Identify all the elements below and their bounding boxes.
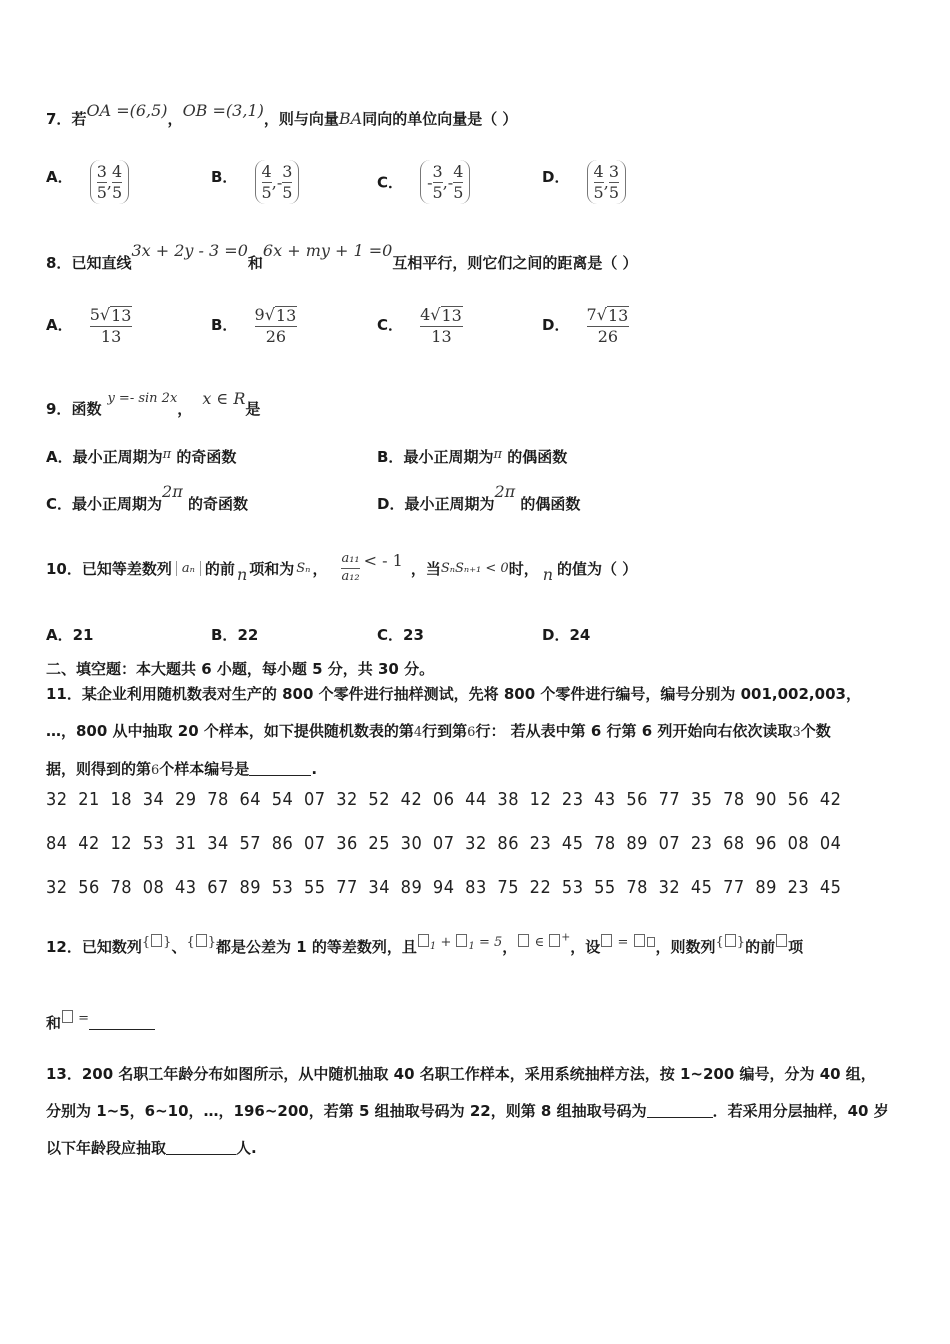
denominator: 13 — [431, 326, 452, 346]
sequence-c: { } — [715, 935, 746, 950]
question-text: 同向的单位向量是（ ） — [362, 110, 518, 128]
question-10 — [46, 538, 637, 598]
fraction — [433, 163, 443, 201]
fraction — [594, 163, 604, 201]
question-text: 的前 — [204, 559, 235, 578]
coefficient: 7 — [586, 305, 597, 324]
numerator: 5 √ 13 — [89, 305, 132, 325]
question-text: 和 — [46, 1014, 62, 1032]
question-text: 都是公差为 1 的等差数列，且 — [216, 938, 417, 956]
comma: ， — [177, 400, 193, 418]
answer-blank[interactable] — [89, 1015, 155, 1030]
option-7a — [46, 160, 129, 204]
question-12-line-1 — [46, 930, 804, 958]
question-number: 10． — [46, 559, 82, 578]
radicand: 13 — [275, 306, 297, 325]
question-text: 个数 — [800, 722, 831, 740]
denominator: 26 — [265, 326, 287, 346]
question-text: 200 名职工年龄分布如图所示，从中随机抽取 40 名职工作样本，采用系统抽样方法，按 1~200 编号，分为 40 组， — [81, 1065, 876, 1083]
question-number: 13． — [46, 1065, 82, 1083]
sequence-a: { } — [141, 935, 172, 950]
comma: ， — [312, 559, 328, 578]
numerator: 4 — [453, 161, 464, 181]
inequality: < - 1 — [363, 550, 403, 570]
question-text: 某企业利用随机数表对生产的 800 个零件进行抽样测试，先将 800 个零件进行编号，编号分别为 001,002,003， — [81, 685, 861, 703]
separator: 、 — [171, 938, 187, 956]
question-text: 行： 若从表中第 6 行第 6 列开始向右依次读取 — [475, 722, 793, 740]
question-text: 的前 — [745, 938, 776, 956]
variable-n: n — [236, 564, 248, 584]
period-value: 2π — [494, 482, 516, 501]
question-text: . — [311, 760, 318, 778]
coefficient: 4 — [420, 305, 431, 324]
option-label: D． — [377, 495, 405, 513]
option-10c — [377, 624, 424, 645]
option-label: C． — [377, 316, 404, 335]
question-text: 人. — [236, 1139, 257, 1157]
option-7c — [377, 160, 470, 204]
numerator: a₁₁ — [341, 551, 360, 567]
sum-symbol — [61, 1011, 89, 1026]
denominator: 5 — [261, 182, 272, 202]
option-8d — [542, 306, 629, 345]
question-text: 已知数列 — [81, 938, 142, 956]
option-text: 的奇函数 — [187, 495, 248, 513]
option-label: C． — [46, 495, 73, 513]
period-value: π — [162, 447, 172, 462]
denominator: 5 — [96, 182, 107, 202]
question-text: 已知直线 — [71, 254, 132, 272]
option-label: C． — [377, 626, 404, 644]
sign: - — [427, 172, 433, 192]
question-text: ，则数列 — [655, 938, 716, 956]
option-9a — [46, 446, 236, 467]
question-13-line-2 — [46, 1100, 889, 1121]
question-text: 项和为 — [249, 559, 295, 578]
denominator: 5 — [593, 182, 604, 202]
question-text: ，设 — [570, 938, 601, 956]
sequence-symbol: aₙ — [176, 561, 201, 576]
denominator: 26 — [597, 326, 619, 346]
denominator: 5 — [111, 182, 123, 202]
option-label: A． — [46, 626, 73, 644]
answer-blank[interactable] — [166, 1140, 236, 1155]
ratio-fraction — [341, 552, 359, 584]
question-text: 和 — [247, 254, 263, 272]
option-9c — [46, 482, 248, 514]
option-label: C． — [377, 173, 404, 192]
vector-ob: OB =(3,1) — [182, 101, 264, 120]
variable-n: n — [542, 564, 554, 584]
option-value — [255, 306, 298, 345]
membership: ∈ + — [517, 935, 570, 950]
question-number: 8． — [46, 254, 72, 272]
fraction — [282, 163, 292, 201]
numerator: 9 √ 13 — [254, 305, 297, 325]
question-11-line-3 — [46, 758, 317, 779]
option-label: B． — [211, 168, 238, 186]
option-label: A． — [46, 168, 73, 186]
question-number: 9． — [46, 400, 72, 418]
fraction — [112, 163, 122, 201]
question-13-line-1 — [46, 1063, 876, 1084]
question-text: 是 — [245, 400, 261, 418]
fraction — [262, 163, 272, 201]
equals: = — [617, 935, 629, 950]
denominator: 5 — [432, 182, 443, 202]
option-text: 最小正周期为 — [403, 448, 494, 466]
option-label: A． — [46, 448, 73, 466]
question-text: 的值为（ ） — [557, 559, 638, 578]
option-text: 最小正周期为 — [72, 448, 163, 466]
random-table-row: 32 56 78 08 43 67 89 53 55 77 34 89 94 83 75 22 53 55 78 32 45 77 89 23 45 — [46, 877, 842, 898]
question-12-line-2 — [46, 1012, 155, 1033]
option-label: B． — [377, 448, 404, 466]
option-text: 的偶函数 — [520, 495, 581, 513]
question-text: …，800 从中抽取 20 个样本，如下提供随机数表的第 — [46, 722, 414, 740]
option-10d — [542, 624, 590, 645]
fraction — [97, 163, 107, 201]
equals: = — [78, 1011, 90, 1026]
line-equation-2: 6x + my + 1 =0 — [262, 241, 393, 260]
option-value — [90, 306, 133, 345]
numerator: 7 √ 13 — [586, 305, 629, 325]
numerator: 3 — [608, 161, 620, 181]
random-table-row: 84 42 12 53 31 34 57 86 07 36 25 30 07 32 86 23 45 78 89 07 23 68 96 08 04 — [46, 833, 842, 854]
vector-oa: OA =(6,5) — [86, 101, 168, 120]
question-text: ，则与向量 — [263, 110, 339, 128]
numerator: 4 — [261, 161, 272, 181]
row-number: 6 — [467, 725, 476, 740]
question-text: 已知等差数列 — [81, 559, 172, 578]
denominator: a₁₂ — [341, 568, 360, 584]
fraction — [453, 163, 463, 201]
value: = 5 — [479, 935, 503, 950]
question-11-line-2 — [46, 720, 831, 741]
fraction — [609, 163, 619, 201]
numerator: 4 — [593, 161, 604, 181]
option-label: D． — [542, 626, 570, 644]
random-table-row: 32 21 18 34 29 78 64 54 07 32 52 42 06 44 38 12 23 43 56 77 35 78 90 56 42 — [46, 789, 842, 810]
sequence-b: { } — [186, 935, 217, 950]
option-8b — [211, 306, 297, 345]
option-8c — [377, 306, 463, 345]
option-9b — [377, 446, 567, 467]
sign: - — [276, 172, 283, 192]
option-value: $\frac{3}{5}$ , $\frac{4}{5}$ — [90, 160, 129, 204]
question-13-line-3 — [46, 1137, 257, 1158]
option-text: 的偶函数 — [507, 448, 568, 466]
answer-blank[interactable] — [249, 761, 311, 776]
vector-ba: BA — [338, 109, 363, 128]
option-value: $\frac{4}{5}$ , - $\frac{3}{5}$ — [255, 160, 300, 204]
digit-count: 3 — [792, 725, 801, 740]
option-10b — [211, 624, 258, 645]
question-text: ， — [502, 938, 518, 956]
coefficient: 5 — [89, 305, 100, 324]
option-value: 23 — [403, 626, 424, 644]
element-of: ∈ — [534, 935, 545, 950]
question-number: 12． — [46, 938, 82, 956]
question-text: 项 — [788, 938, 804, 956]
denominator: 5 — [282, 182, 293, 202]
question-text: 分别为 1~5，6~10，…，196~200，若第 5 组抽取号码为 22，则第 8 组抽取号码为 — [46, 1102, 647, 1120]
option-value: - $\frac{3}{5}$ , - $\frac{4}{5}$ — [420, 160, 470, 204]
definition — [600, 935, 655, 950]
radicand: 13 — [607, 306, 629, 325]
option-label: B． — [211, 316, 238, 335]
option-value: 22 — [237, 626, 259, 644]
option-text: 最小正周期为 — [404, 495, 495, 513]
question-text: 时， — [508, 559, 539, 578]
option-value: $\frac{4}{5}$ , $\frac{3}{5}$ — [587, 160, 626, 204]
question-text: ．若采用分层抽样，40 岁 — [712, 1102, 889, 1120]
question-number: 7． — [46, 110, 72, 128]
option-7b — [211, 160, 299, 204]
numerator: 3 — [96, 161, 107, 181]
condition-expression: SₙSₙ₊₁ < 0 — [440, 560, 509, 576]
question-text: 个样本编号是 — [159, 760, 250, 778]
answer-blank[interactable] — [647, 1103, 713, 1118]
option-9d — [377, 482, 581, 514]
option-label: B． — [211, 626, 238, 644]
option-value: 21 — [72, 626, 94, 644]
numerator: 3 — [432, 161, 443, 181]
coefficient: 9 — [254, 305, 265, 324]
option-value — [587, 306, 630, 345]
denominator: 5 — [453, 182, 464, 202]
option-8a — [46, 306, 132, 345]
option-7d — [542, 160, 626, 204]
option-10a — [46, 624, 93, 645]
question-7 — [46, 101, 518, 129]
sum-symbol: Sₙ — [296, 560, 311, 576]
line-equation-1: 3x + 2y - 3 =0 — [131, 241, 248, 260]
denominator: 13 — [100, 326, 122, 346]
denominator: 5 — [608, 182, 620, 202]
condition-sum: $_1$ + $_1$ = 5 — [417, 935, 502, 950]
period-value: π — [493, 447, 502, 462]
question-text: ，当 — [410, 559, 441, 578]
question-11-line-1 — [46, 683, 861, 704]
option-text: 的奇函数 — [176, 448, 237, 466]
question-text: 函数 — [71, 400, 102, 418]
question-8 — [46, 241, 638, 273]
sign: - — [447, 172, 454, 192]
question-text: 行到第 — [422, 722, 468, 740]
option-value — [420, 306, 463, 345]
domain-expression: x ∈ R — [202, 389, 246, 408]
option-value: 24 — [569, 626, 591, 644]
question-9 — [46, 389, 261, 419]
radicand: 13 — [111, 306, 132, 325]
option-label: D． — [542, 316, 570, 335]
row-number: 4 — [413, 725, 423, 740]
question-text: 若 — [71, 110, 87, 128]
sample-index: 6 — [151, 763, 160, 778]
numerator: 4 √ 13 — [420, 305, 462, 325]
option-label: D． — [542, 168, 570, 186]
option-text: 最小正周期为 — [72, 495, 163, 513]
option-label: A． — [46, 316, 73, 335]
numerator: 4 — [111, 161, 123, 181]
question-text: 以下年龄段应抽取 — [46, 1139, 167, 1157]
section-heading: 二、填空题：本大题共 6 小题，每小题 5 分，共 30 分。 — [46, 660, 435, 678]
plus: + — [440, 935, 452, 950]
function-expression: y =- sin 2x — [107, 391, 178, 406]
question-number: 11． — [46, 685, 82, 703]
question-text: 据，则得到的第 — [46, 760, 152, 778]
radicand: 13 — [441, 306, 462, 325]
question-text: 互相平行，则它们之间的距离是（ ） — [392, 254, 638, 272]
period-value: 2π — [162, 482, 183, 501]
comma: ， — [167, 110, 183, 128]
numerator: 3 — [282, 161, 293, 181]
